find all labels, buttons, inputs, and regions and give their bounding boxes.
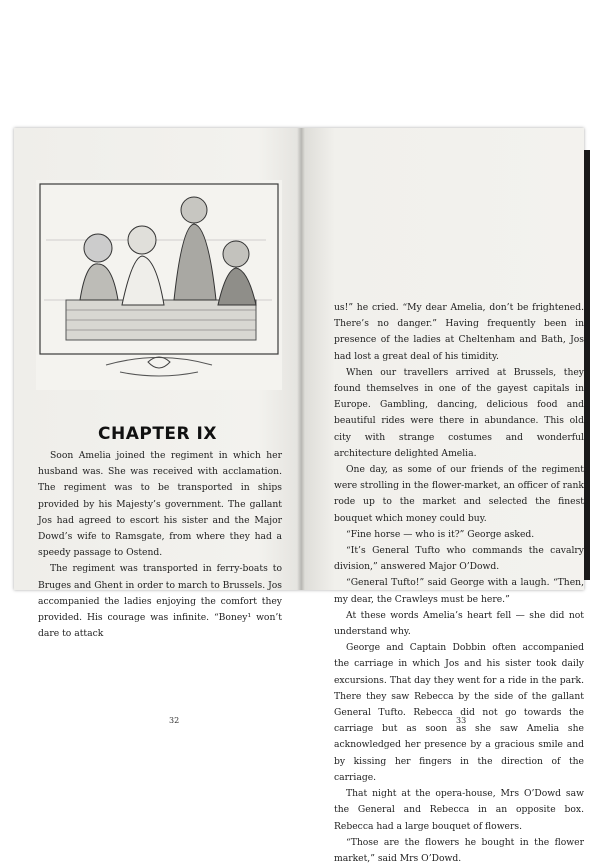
paragraph: When our travellers arrived at Brussels, they found themselves in one of the gayest capitals in Europe. Gambling, dancing, delicious food and beautiful rides were there in abundance. This old city with strange costumes and wonderful architecture delighted Amelia. [334, 366, 584, 459]
left-page-text [38, 448, 282, 642]
page-number-left: 32 [169, 716, 180, 725]
page-edge-shadow [584, 150, 590, 580]
book-gutter [297, 128, 305, 590]
paragraph: Soon Amelia joined the regiment in which her husband was. She was received with acclamation. The regiment was to be transported in ships provided by his Majesty’s government. The gallant Jos had agreed to escort his sister and the Major Dowd’s wife to Ramsgate, from where they had a speedy passage to Ostend. [38, 450, 282, 559]
paragraph: The regiment was transported in ferry-boats to Bruges and Ghent in order to march to Brussels. Jos accompanied the ladies enjoying the comfort they provided. His courage was infinite. “Boney¹ won’t dare to attack [38, 563, 282, 640]
paragraph: At these words Amelia’s heart fell — she did not understand why. [334, 609, 584, 638]
paragraph: us!” he cried. “My dear Amelia, don’t be frightened. There’s no danger.” Having frequently been in presence of the ladies at Cheltenham and Bath, Jos had lost a great deal of his timidity. [334, 302, 584, 362]
page-number-right: 33 [456, 716, 467, 725]
paragraph: “General Tufto!” said George with a laugh. “Then, my dear, the Crawleys must be here.” [334, 577, 584, 605]
paragraph: “Fine horse — who is it?” George asked. [346, 528, 535, 540]
paragraph: “Those are the flowers he bought in the flower market,” said Mrs O’Dowd. [334, 836, 584, 864]
paragraph: “It’s General Tufto who commands the cavalry division,” answered Major O’Dowd. [334, 545, 584, 573]
paragraph: George and Captain Dobbin often accompanied the carriage in which Jos and his sister took daily excursions. That day they went for a ride in the park. There they saw Rebecca by the side of the gallant General Tufto. Rebecca did not go towards the carriage but as soon as she saw Amelia she acknowledged her presence by a gracious smile and by kissing her fingers in the direction of the carriage. [334, 642, 584, 783]
chapter-illustration [36, 180, 282, 390]
paragraph: One day, as some of our friends of the regiment were strolling in the flower-market, an officer of rank rode up to the market and selected the finest bouquet which money could buy. [334, 464, 584, 524]
left-page [14, 128, 301, 725]
paragraph: That night at the opera-house, Mrs O’Dowd saw the General and Rebecca in an opposite box. Rebecca had a large bouquet of flowers. [334, 788, 584, 832]
book-spread [14, 128, 584, 864]
chapter-title: CHAPTER IX [98, 424, 217, 444]
right-page-text [334, 300, 584, 867]
